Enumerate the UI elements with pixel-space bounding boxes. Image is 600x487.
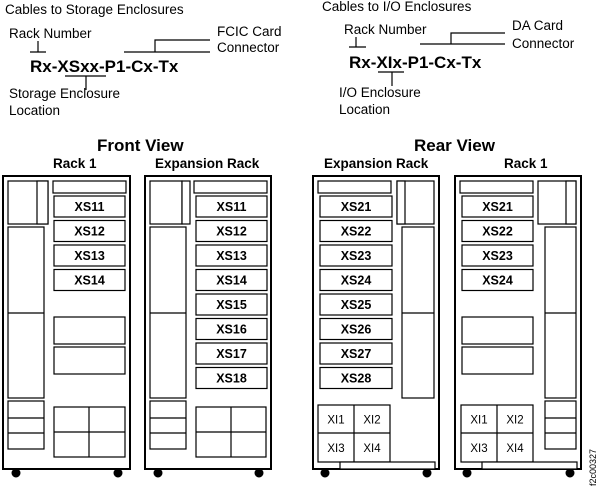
storage-bay-label: XS14 [216, 273, 247, 288]
io-enclosure-label: XI1 [470, 414, 488, 427]
battery-unit [545, 401, 576, 449]
code-suffix: -P1-Cx-Tx [99, 57, 179, 76]
storage-bay-label: XS22 [482, 224, 513, 239]
caster-wheel [463, 469, 471, 477]
storage-bay-label: XS11 [216, 200, 247, 214]
empty-slot [54, 317, 125, 344]
io-enclosure-label: XI4 [506, 442, 524, 455]
storage-bay-label: XS13 [74, 249, 105, 263]
io-location-label-2: Location [339, 102, 391, 117]
empty-slot [462, 347, 533, 374]
storage-bay-label: XS25 [340, 298, 372, 312]
storage-bay-label: XS13 [216, 249, 247, 263]
rack-top-left-strip [182, 181, 190, 224]
storage-bay-label: XS26 [340, 322, 372, 337]
caster-wheel [114, 469, 122, 477]
fcic-connector-label: Connector [217, 40, 280, 55]
storage-bay-label: XS27 [340, 347, 372, 361]
storage-bay-label: XS23 [482, 249, 513, 263]
caster-wheel [255, 469, 263, 477]
front-rack1-label: Rack 1 [53, 156, 97, 171]
io-enclosure-label: XI1 [327, 414, 345, 427]
da-connector-label: Connector [512, 36, 575, 51]
rack-top-left-panel [150, 181, 182, 224]
rear-expansion-rack [313, 176, 439, 477]
battery-unit [8, 401, 44, 449]
code-prefix: Rx- [30, 57, 58, 76]
storage-location-code [30, 57, 179, 76]
io-connector-pointer [420, 33, 505, 44]
rack-number-pointer [30, 41, 46, 52]
io-location-label-1: I/O Enclosure [339, 85, 421, 100]
io-code-prefix: Rx- [349, 53, 377, 72]
io-enclosure-location-pointer [378, 72, 404, 86]
caster-wheel [566, 469, 574, 477]
storage-bay-label: XS21 [482, 200, 513, 214]
rack-base-plate [340, 462, 435, 469]
storage-bay-label: XS24 [482, 273, 513, 288]
io-enclosure-label: XI2 [506, 414, 524, 427]
code-enclosure-part: XSxx [57, 57, 99, 76]
rear-expansion-label: Expansion Rack [324, 156, 429, 171]
storage-bay-label: XS23 [340, 249, 372, 263]
io-enclosure-label: XI4 [363, 442, 381, 455]
storage-bay-label: XS16 [216, 322, 247, 337]
io-rack-number-pointer [349, 37, 366, 47]
rack-top-panel [53, 181, 126, 193]
front-expansion-rack [145, 176, 271, 477]
rear-rack1 [455, 176, 581, 477]
storage-bay-label: XS24 [340, 273, 372, 288]
rack-top-panel [318, 181, 391, 193]
caster-wheel [154, 469, 162, 477]
storage-bay-label: XS21 [340, 200, 372, 214]
storage-location-label-1: Storage Enclosure [9, 86, 121, 101]
rack-base-plate [482, 462, 577, 469]
io-enclosure-label: XI3 [470, 442, 488, 455]
rack-top-left-strip [37, 181, 48, 224]
storage-bay-label: XS22 [340, 224, 372, 239]
storage-rack-number-label: Rack Number [9, 26, 92, 41]
io-rack-number-label: Rack Number [344, 22, 427, 37]
io-location-code [349, 53, 482, 72]
caster-wheel [423, 469, 431, 477]
connector-pointer [124, 40, 210, 52]
caster-wheel [321, 469, 329, 477]
storage-cable-legend [5, 2, 282, 118]
storage-bay-label: XS18 [216, 371, 247, 386]
storage-cables-heading: Cables to Storage Enclosures [5, 2, 184, 17]
front-rack1 [3, 176, 130, 477]
rear-view-title: Rear View [414, 136, 495, 155]
fcic-card-label: FCIC Card [217, 24, 282, 39]
rear-rack1-label: Rack 1 [504, 156, 548, 171]
io-code-suffix: -P1-Cx-Tx [401, 53, 482, 72]
figure-id: f2c00327 [588, 448, 598, 486]
empty-slot [462, 317, 533, 344]
io-enclosure-label: XI3 [327, 442, 345, 455]
io-code-enclosure-part: XIx [376, 53, 402, 72]
storage-bay-label: XS11 [74, 200, 105, 214]
storage-bay-label: XS17 [216, 347, 247, 361]
front-view-title: Front View [97, 136, 184, 155]
io-cables-heading: Cables to I/O Enclosures [322, 0, 472, 14]
empty-slot [54, 347, 125, 374]
storage-bay-label: XS12 [74, 224, 105, 239]
battery-unit [150, 401, 186, 449]
rack-top-panel [194, 181, 267, 193]
storage-bay-label: XS12 [216, 224, 247, 239]
storage-bay-label: XS14 [74, 273, 105, 288]
io-enclosure-label: XI2 [363, 414, 381, 427]
storage-bay-label: XS15 [216, 298, 247, 312]
storage-location-label-2: Location [9, 103, 61, 118]
rack-top-panel [460, 181, 533, 193]
storage-bay-label: XS28 [340, 371, 372, 386]
io-cable-legend [322, 0, 575, 117]
da-card-label: DA Card [512, 18, 564, 33]
front-expansion-label: Expansion Rack [155, 156, 260, 171]
caster-wheel [12, 469, 20, 477]
